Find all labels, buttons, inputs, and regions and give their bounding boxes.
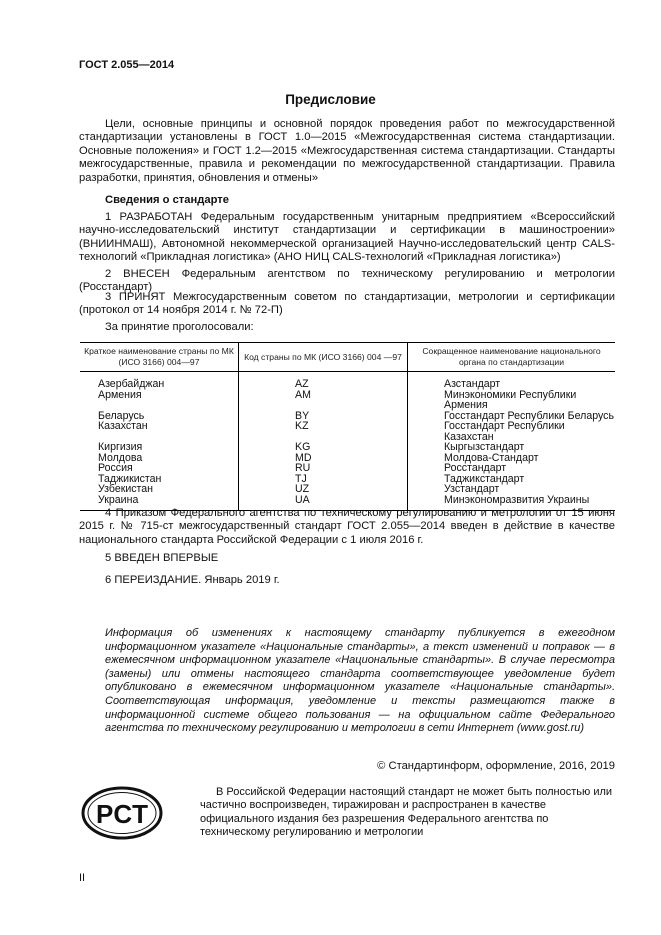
country-cell: Армения: [98, 388, 142, 401]
table-row: [80, 390, 615, 411]
authority-cell: Молдова-Стандарт: [408, 453, 616, 464]
country-cell: Украина: [80, 495, 239, 511]
intro-paragraph: Цели, основные принципы и основной порядок проведения работ по межгосударственной стандартизации установлены в ГОСТ 1.0—2015 «Межгосударственная система стандартизации. Основные положения» и ГОСТ 1.2—2015 «Межгосударственная система стандартизации. Стандарты межгосударственные, правила и рекомендации по межгосударственной стандартизации. Правила разработки, принятия, обновления и отмены»: [79, 118, 615, 184]
table-row: [80, 453, 615, 464]
authority-cell: Кыргызстандарт: [408, 442, 616, 453]
authority-cell: Госстандарт Республики Беларусь: [408, 411, 616, 422]
code-cell: AM: [239, 390, 408, 411]
reproduction-notice: В Российской Федерации настоящий стандарт не может быть полностью или частично воспроизведен, тиражирован и распространен в качестве официального издания без разрешения Федерального агентства по техническому регулированию и метрологии: [200, 786, 613, 839]
country-cell: Россия: [98, 462, 133, 474]
item-enacted: 4 Приказом Федерального агентства по техническому регулированию и метрологии от 15 июня 2015 г. № 715-ст межгосударственный стандарт ГОСТ 2.055—2014 введен в действие в качестве национального стандарта Российской Федерации с 1 июля 2016 г.: [79, 507, 615, 546]
country-cell: Беларусь: [98, 409, 145, 422]
authority-cell: Узстандарт: [408, 484, 616, 495]
table-row: [80, 372, 615, 390]
column-header-authority: Сокращенное наименование национального органа по стандартизации: [408, 343, 616, 372]
page-title: Предисловие: [285, 92, 376, 107]
changes-info-note: Информация об изменениях к настоящему стандарту публикуется в ежегодном информационном указателе «Национальные стандарты», а текст изменений и поправок — в ежемесячном информационном указателе «Национальные стандарты». В случае пересмотра (замены) или отмены настоящего стандарта соответствующее уведомление будет опубликовано в ежемесячном информационном указателе «Национальные стандарты». Соответствующая информация, уведомление и тексты размещаются также в информационной системе общего пользования — на официальном сайте Федерального агентства по техническому регулированию и метрологии в сети Интернет (www.gost.ru): [105, 627, 615, 735]
code-cell: KZ: [239, 421, 408, 442]
code-cell: TJ: [239, 474, 408, 485]
authority-cell: Росстандарт: [408, 463, 616, 474]
svg-text:PCT: PCT: [96, 799, 148, 829]
code-cell: MD: [239, 453, 408, 464]
table-row: [80, 442, 615, 453]
country-cell: Молдова: [98, 451, 143, 464]
table-row: [80, 474, 615, 485]
code-cell: RU: [239, 463, 408, 474]
authority-cell: Минэкономразвития Украины: [408, 495, 616, 511]
country-cell: Казахстан: [98, 420, 148, 432]
code-cell: UZ: [239, 484, 408, 495]
item-introduced: 2 ВНЕСЕН Федеральным агентством по техническому регулированию и метрологии (Росстандарт): [79, 268, 615, 294]
table-row: [80, 463, 615, 474]
column-header-code: Код страны по МК (ИСО 3166) 004 —97: [239, 343, 408, 372]
country-cell: Киргизия: [98, 441, 143, 453]
code-cell: BY: [239, 411, 408, 422]
page-number: II: [79, 872, 86, 884]
authority-cell: Госстандарт Республики Казахстан: [408, 421, 616, 442]
code-cell: AZ: [239, 372, 408, 390]
rst-logo-icon: [80, 785, 164, 841]
item-reissue: 6 ПЕРЕИЗДАНИЕ. Январь 2019 г.: [105, 574, 280, 586]
country-cell: Азербайджан: [98, 378, 165, 390]
voted-label: За принятие проголосовали:: [105, 321, 254, 333]
rst-logo: [80, 785, 164, 846]
code-cell: UA: [239, 495, 408, 511]
item-adopted: 3 ПРИНЯТ Межгосударственным советом по стандартизации, метрологии и сертификации (протокол от 14 ноября 2014 г. № 72-П): [79, 291, 615, 317]
column-header-country: Краткое наименование страны по МК (ИСО 3166) 004—97: [80, 343, 239, 372]
info-heading: Сведения о стандарте: [105, 194, 229, 206]
table-header-row: [80, 343, 615, 372]
item-developed: 1 РАЗРАБОТАН Федеральным государственным унитарным предприятием «Всероссийский научно-исследовательский институт стандартизации и сертификации в машиностроении» (ВНИИНМАШ), Автономной некоммерческой организацией Научно-исследовательский центр CALS-технологий «Прикладная логистика» (АНО НИЦ CALS-технологий «Прикладная логистика»): [79, 211, 615, 264]
authority-cell: Таджикстандарт: [408, 474, 616, 485]
standard-designation: ГОСТ 2.055—2014: [79, 59, 175, 71]
country-cell: Таджикистан: [98, 472, 162, 485]
voting-table: [80, 342, 615, 511]
code-cell: KG: [239, 442, 408, 453]
authority-cell: Минэкономики Республики Армения: [408, 390, 616, 411]
country-cell: Узбекистан: [98, 483, 154, 495]
table-row: [80, 421, 615, 442]
copyright-line: © Стандартинформ, оформление, 2016, 2019: [377, 760, 615, 772]
item-first-introduced: 5 ВВЕДЕН ВПЕРВЫЕ: [105, 552, 219, 564]
authority-cell: Азстандарт: [408, 372, 616, 390]
table-row: [80, 484, 615, 495]
